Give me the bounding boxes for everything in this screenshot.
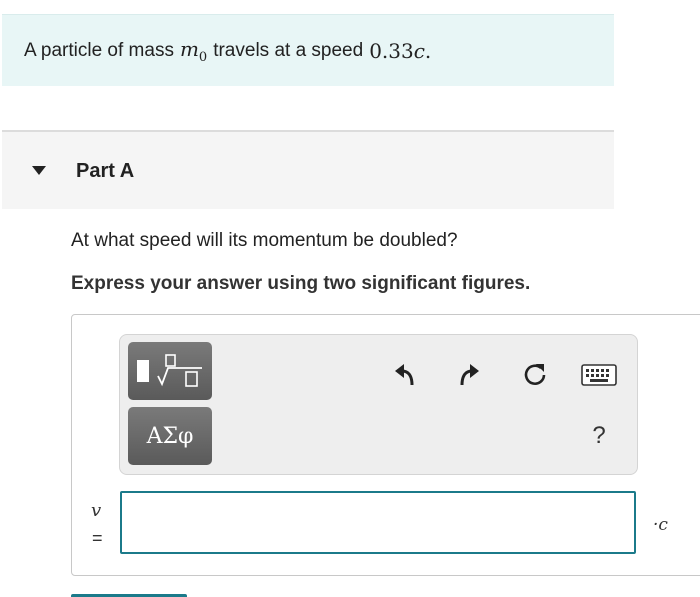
redo-button[interactable] — [458, 363, 480, 387]
equals-sign: = — [92, 528, 103, 548]
problem-text-before: A particle of mass — [24, 39, 174, 61]
keyboard-icon — [581, 363, 617, 387]
problem-text-middle: travels at a speed — [213, 39, 364, 61]
part-title: Part A — [76, 160, 135, 182]
variable-label: v — [91, 500, 102, 521]
speed-value: 0.33c. — [369, 38, 432, 63]
redo-icon — [458, 363, 480, 387]
templates-button[interactable] — [128, 342, 212, 400]
problem-statement — [2, 14, 614, 86]
collapse-triangle-icon[interactable] — [32, 166, 46, 175]
keyboard-button[interactable] — [581, 363, 617, 387]
reset-button[interactable] — [522, 362, 548, 388]
mass-symbol: $m_0$ — [179, 36, 208, 65]
answer-input[interactable] — [120, 491, 636, 554]
unit-label: ·c — [653, 515, 668, 535]
undo-icon — [394, 363, 416, 387]
help-icon: ? — [592, 422, 606, 449]
undo-button[interactable] — [394, 363, 416, 387]
reset-icon — [522, 362, 548, 388]
instruction-text: Express your answer using two significant figures. — [71, 273, 531, 294]
greek-letters-button[interactable] — [128, 407, 212, 465]
part-header[interactable] — [2, 130, 614, 209]
greek-letters-icon: ΑΣφ — [146, 423, 194, 449]
templates-icon — [137, 354, 204, 388]
question-text: At what speed will its momentum be doubled? — [71, 230, 458, 251]
help-button[interactable] — [588, 422, 610, 450]
